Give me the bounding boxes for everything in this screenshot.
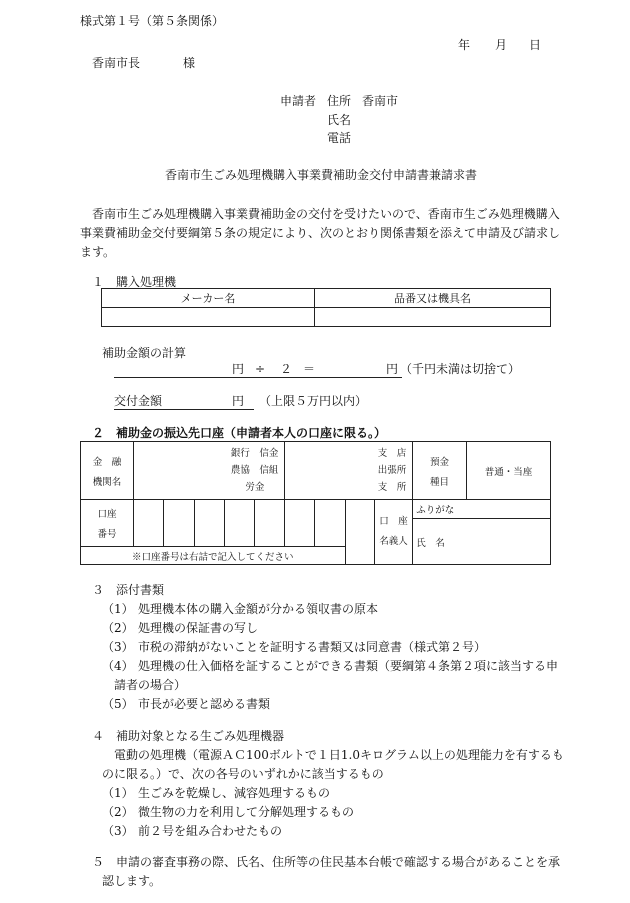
holder-name-label: 氏 名 [416, 537, 445, 549]
attach-item-2-num: （2） [102, 621, 134, 635]
form-number: 様式第１号（第５条関係） [80, 14, 225, 28]
calc-yen1: 円 [232, 362, 245, 376]
bank-label-2: 機関名 [92, 476, 122, 488]
holder-label-cell [374, 500, 412, 565]
attach-item-1-text: 処理機本体の購入金額が分かる領収書の原本 [138, 602, 379, 616]
attach-item-1-num: （1） [102, 602, 134, 616]
attach-item-2-text: 処理機の保証書の写し [138, 621, 259, 635]
device-item-3-text: 前２号を組み合わせたもの [138, 824, 283, 838]
branch-1: 支 店 [377, 448, 407, 459]
grant-yen: 円 [232, 394, 245, 408]
date-year: 年 [458, 38, 471, 52]
account-note: ※口座番号は右詰で記入してください [81, 547, 346, 565]
section2-heading: ２ 補助金の振込先口座（申請者本人の口座に限る。） [92, 426, 387, 440]
grant-note: （上限５万円以内） [259, 394, 368, 408]
grant-label: 交付金額 [114, 394, 163, 408]
account-digit-3[interactable] [194, 500, 224, 547]
processor-table [101, 288, 551, 327]
calc-equals: ＝ [303, 362, 316, 376]
calc-two: ２ [280, 362, 293, 376]
calc-note: （千円未満は切捨て） [400, 362, 521, 376]
bank-types-2: 農協 信組 [230, 465, 279, 476]
calc-divide-sign: ÷ [255, 362, 266, 376]
deposit-label-2: 種目 [430, 476, 450, 488]
section5-line-1: ５ 申請の審査事務の際、氏名、住所等の住民基本台帳で確認する場合があることを承 [92, 855, 561, 869]
deposit-label-cell [413, 442, 467, 500]
attach-item-5-num: （5） [102, 697, 134, 711]
model-header: 品番又は機具名 [315, 289, 551, 308]
holder-name-cell[interactable] [413, 519, 551, 565]
attach-item-3-text: 市税の滞納がないことを証明する書類又は同意書（様式第２号） [138, 640, 487, 654]
device-item-1-num: （1） [102, 786, 134, 800]
attach-item-4-num: （4） [102, 659, 134, 673]
account-digit-1[interactable] [134, 500, 164, 547]
branch-cell[interactable] [285, 442, 413, 500]
attach-item-3-num: （3） [102, 640, 134, 654]
section3-heading: ３ 添付書類 [92, 583, 165, 597]
bank-label-1: 金 融 [92, 456, 122, 468]
furigana-cell[interactable] [413, 500, 551, 519]
address-label: 住所 [327, 94, 352, 108]
device-item-1-text: 生ごみを乾燥し、減容処理するもの [138, 786, 331, 800]
attach-item-4-cont: 請者の場合） [114, 678, 187, 692]
account-digit-6[interactable] [285, 500, 315, 547]
name-label: 氏名 [327, 113, 352, 127]
furigana-label: ふりがな [416, 505, 455, 516]
section5-line-2: 認します。 [102, 874, 162, 888]
account-label-2: 番号 [97, 529, 117, 540]
section4-heading: ４ 補助対象となる生ごみ処理機器 [92, 729, 285, 743]
intro-paragraph: 香南市生ごみ処理機購入事業費補助金の交付を受けたいので、香南市生ごみ処理機購入事業費補助金交付要綱第５条の規定により、次のとおり関係書類を添えて申請及び請求します。 [80, 207, 561, 259]
bank-name-cell[interactable] [134, 442, 285, 500]
maker-cell[interactable] [102, 308, 315, 327]
calc-yen2: 円 [386, 362, 399, 376]
device-item-3-num: （3） [102, 824, 134, 838]
honorific: 様 [183, 56, 196, 70]
account-digit-7[interactable] [315, 500, 345, 547]
model-cell[interactable] [315, 308, 551, 327]
address-value: 香南市 [362, 94, 399, 108]
branch-2: 出張所 [377, 465, 407, 476]
section4-desc-1: 電動の処理機（電源ＡＣ100ボルトで１日1.0キログラム以上の処理能力を有するも [114, 748, 564, 762]
holder-label-1: 口 座 [379, 516, 408, 527]
bank-types-3: 労金 [245, 482, 265, 493]
calc-label: 補助金額の計算 [102, 346, 187, 360]
device-item-2-num: （2） [102, 805, 134, 819]
bank-types-1: 銀行 信金 [230, 448, 279, 459]
bank-table [80, 441, 551, 565]
addressee: 香南市長 [92, 56, 141, 70]
section1-heading: １ 購入処理機 [92, 275, 177, 289]
attach-item-5-text: 市長が必要と認める書類 [138, 697, 271, 711]
date-day: 日 [529, 38, 542, 52]
deposit-types-cell[interactable]: 普通・当座 [466, 442, 550, 500]
account-spacer [345, 500, 374, 565]
maker-header: メーカー名 [102, 289, 315, 308]
document-title: 香南市生ごみ処理機購入事業費補助金交付申請書兼請求書 [165, 168, 478, 182]
account-digit-2[interactable] [164, 500, 194, 547]
device-item-2-text: 微生物の力を利用して分解処理するもの [138, 805, 355, 819]
account-digit-4[interactable] [224, 500, 254, 547]
holder-label-2: 名義人 [379, 536, 408, 547]
account-digit-5[interactable] [255, 500, 285, 547]
section4-desc-2: のに限る。）で、次の各号のいずれかに該当するもの [102, 767, 384, 781]
date-month: 月 [495, 38, 508, 52]
attach-item-4-text: 処理機の仕入価格を証することができる書類（要綱第４条第２項に該当する申 [138, 659, 559, 673]
deposit-label-1: 預金 [430, 456, 450, 468]
account-label-1: 口座 [97, 509, 117, 520]
account-label-cell [81, 500, 134, 547]
applicant-label: 申請者 [280, 94, 317, 108]
branch-3: 支 所 [377, 482, 407, 493]
bank-label-cell [81, 442, 134, 500]
phone-label: 電話 [327, 131, 352, 145]
